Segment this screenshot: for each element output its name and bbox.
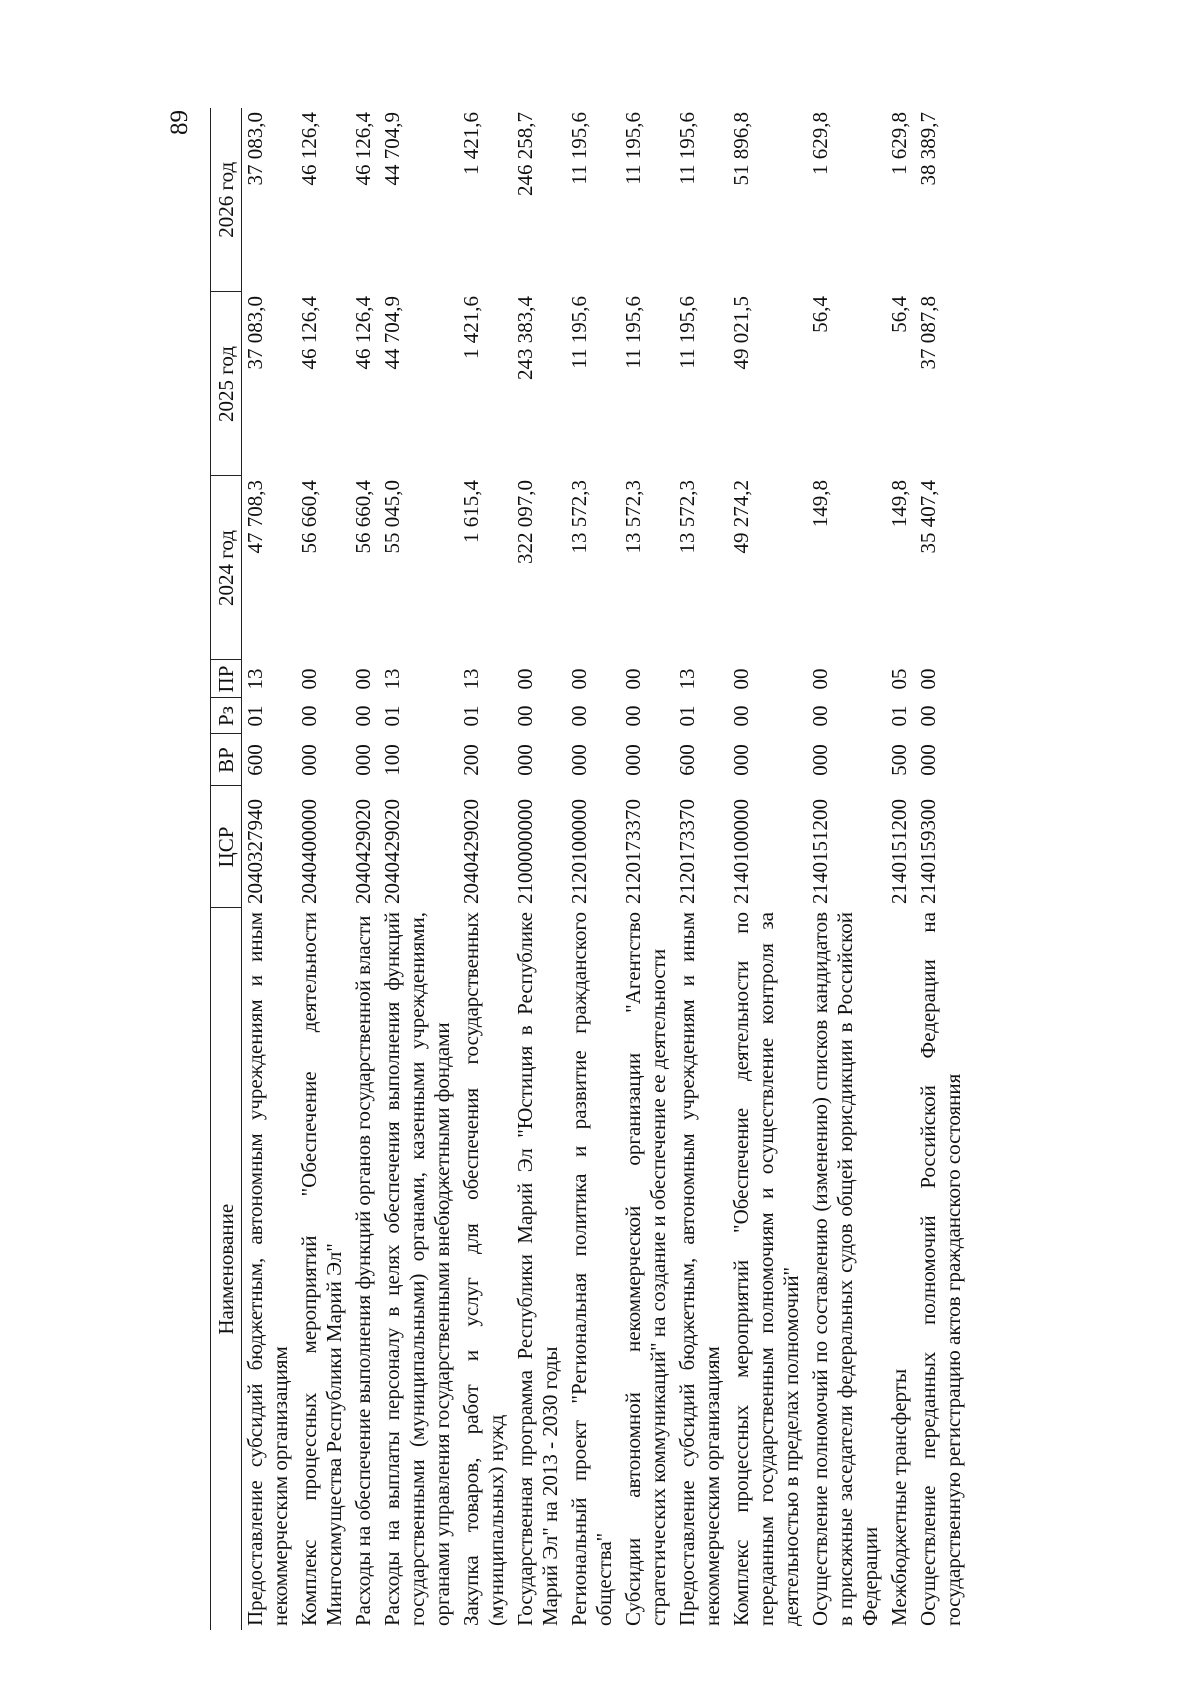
cell-2026: 37 083,0 (243, 112, 267, 186)
cell-name: Субсидии автономной некоммерческой организации "Агентство стратегических коммуникаций" на создание и обеспечение ее деятельности (621, 912, 670, 1626)
cell-csr: 2140151200 (808, 799, 832, 904)
cell-name: Расходы на выплаты персоналу в целях обеспечения выполнения функций государственными (муниципальными) органами, казенными учреждениями, органами управления государственными внебюджетными фондами (380, 912, 454, 1626)
table-row (915, 108, 969, 1630)
cell-vr: 000 (729, 744, 753, 776)
cell-vr: 500 (887, 744, 911, 776)
cell-vr: 000 (621, 744, 645, 776)
cell-rz: 01 (380, 705, 404, 727)
header-2024: 2024 год (211, 476, 242, 660)
cell-csr: 2140151200 (887, 799, 911, 904)
cell-2025: 11 195,6 (567, 296, 591, 369)
cell-name: Осуществление переданных полномочий Российской Федерации на государственную регистрацию актов гражданского состояния (916, 912, 965, 1626)
table-row (458, 108, 512, 1630)
cell-pr: 00 (916, 668, 940, 690)
table-row (674, 108, 728, 1630)
table-header-row (211, 108, 242, 1630)
cell-vr: 000 (351, 744, 375, 776)
cell-2024: 55 045,0 (380, 480, 404, 554)
cell-2024: 13 572,3 (567, 480, 591, 554)
cell-pr: 13 (459, 668, 483, 690)
cell-2025: 49 021,5 (729, 296, 753, 370)
table-row (566, 108, 620, 1630)
cell-name: Комплекс процессных мероприятий "Обеспечение деятельности по переданным государственным полномочиям и осуществление контроля за деятельностью в пределах полномочий" (729, 912, 803, 1626)
cell-rz: 00 (513, 705, 537, 727)
page-number: 89 (166, 110, 193, 135)
header-name: Наименование (211, 908, 242, 1630)
header-csr: ЦСР (211, 786, 242, 908)
header-pr: ПР (211, 660, 242, 698)
cell-pr: 00 (621, 668, 645, 690)
cell-csr: 2040400000 (297, 799, 321, 904)
cell-2025: 46 126,4 (297, 296, 321, 370)
cell-2025: 37 083,0 (243, 296, 267, 370)
cell-rz: 00 (621, 705, 645, 727)
cell-2025: 11 195,6 (621, 296, 645, 369)
table-row (620, 108, 674, 1630)
cell-2024: 322 097,0 (513, 480, 537, 564)
cell-name: Расходы на обеспечение выполнения функций органов государственной власти (351, 915, 375, 1626)
cell-csr: 2120100000 (567, 799, 591, 904)
cell-vr: 600 (243, 744, 267, 776)
table-row (728, 108, 807, 1630)
cell-pr: 00 (513, 668, 537, 690)
cell-rz: 01 (243, 705, 267, 727)
header-2026: 2026 год (211, 108, 242, 292)
cell-pr: 00 (808, 668, 832, 690)
cell-2025: 44 704,9 (380, 296, 404, 370)
cell-rz: 00 (916, 705, 940, 727)
cell-2025: 56,4 (808, 296, 832, 333)
cell-2024: 56 660,4 (351, 480, 375, 554)
header-2025: 2025 год (211, 292, 242, 476)
cell-2026: 11 195,6 (567, 112, 591, 185)
cell-pr: 13 (675, 668, 699, 690)
cell-vr: 600 (675, 744, 699, 776)
table-row (350, 108, 379, 1630)
table-row (379, 108, 458, 1630)
cell-csr: 2120173370 (621, 799, 645, 904)
cell-2024: 13 572,3 (675, 480, 699, 554)
header-rz: Рз (211, 698, 242, 734)
cell-2024: 149,8 (808, 480, 832, 528)
cell-csr: 2140100000 (729, 799, 753, 904)
cell-vr: 000 (808, 744, 832, 776)
cell-rz: 00 (729, 705, 753, 727)
cell-2024: 47 708,3 (243, 480, 267, 554)
table-row (512, 108, 566, 1630)
cell-pr: 00 (567, 668, 591, 690)
cell-vr: 000 (513, 744, 537, 776)
cell-rz: 00 (567, 705, 591, 727)
rotated-content (160, 100, 1000, 1630)
cell-2025: 56,4 (887, 296, 911, 333)
cell-rz: 00 (297, 705, 321, 727)
cell-csr: 2040429020 (351, 799, 375, 904)
cell-csr: 2100000000 (513, 799, 537, 904)
cell-2026: 44 704,9 (380, 112, 404, 186)
table-row (807, 108, 886, 1630)
header-vr: ВР (211, 734, 242, 786)
cell-csr: 2040327940 (243, 799, 267, 904)
cell-2025: 1 421,6 (459, 296, 483, 359)
cell-pr: 05 (887, 668, 911, 690)
cell-name: Предоставление субсидий бюджетным, автономным учреждениям и иным некоммерческим организациям (675, 912, 724, 1626)
cell-pr: 00 (729, 668, 753, 690)
table-row (242, 108, 297, 1630)
cell-2026: 246 258,7 (513, 112, 537, 196)
cell-2026: 46 126,4 (297, 112, 321, 186)
cell-2026: 51 896,8 (729, 112, 753, 186)
cell-name: Закупка товаров, работ и услуг для обеспечения государственных (муниципальных) нужд (459, 912, 508, 1626)
budget-table (210, 108, 969, 1630)
cell-rz: 00 (351, 705, 375, 727)
cell-2025: 11 195,6 (675, 296, 699, 369)
cell-2024: 149,8 (887, 480, 911, 528)
cell-2025: 243 383,4 (513, 296, 537, 380)
cell-pr: 13 (243, 668, 267, 690)
cell-2026: 11 195,6 (621, 112, 645, 185)
cell-2024: 1 615,4 (459, 480, 483, 543)
cell-2026: 11 195,6 (675, 112, 699, 185)
cell-name: Межбюджетные трансферты (887, 1368, 911, 1626)
cell-2024: 35 407,4 (916, 480, 940, 554)
cell-name: Предоставление субсидий бюджетным, автономным учреждениям и иным некоммерческим организациям (243, 912, 292, 1626)
cell-2026: 38 389,7 (916, 112, 940, 186)
cell-pr: 00 (297, 668, 321, 690)
cell-2026: 1 629,8 (887, 112, 911, 175)
cell-rz: 01 (887, 705, 911, 727)
table-body (242, 108, 970, 1630)
cell-csr: 2040429020 (459, 799, 483, 904)
cell-pr: 00 (351, 668, 375, 690)
cell-vr: 000 (916, 744, 940, 776)
cell-2025: 46 126,4 (351, 296, 375, 370)
cell-name: Осуществление полномочий по составлению (изменению) списков кандидатов в присяжные заседатели федеральных судов общей юрисдикции в Российской Федерации (808, 912, 882, 1626)
table-row (296, 108, 350, 1630)
cell-vr: 200 (459, 744, 483, 776)
cell-rz: 01 (459, 705, 483, 727)
cell-2026: 46 126,4 (351, 112, 375, 186)
cell-vr: 000 (567, 744, 591, 776)
cell-2024: 13 572,3 (621, 480, 645, 554)
cell-2024: 49 274,2 (729, 480, 753, 554)
cell-pr: 13 (380, 668, 404, 690)
cell-2026: 1 629,8 (808, 112, 832, 175)
cell-rz: 01 (675, 705, 699, 727)
cell-name: Комплекс процессных мероприятий "Обеспечение деятельности Мингосимущества Республики Марий Эл" (297, 912, 346, 1626)
cell-csr: 2040429020 (380, 799, 404, 904)
cell-name: Государственная программа Республики Марий Эл "Юстиция в Республике Марий Эл" на 2013 - 2030 годы (513, 912, 562, 1626)
cell-vr: 000 (297, 744, 321, 776)
cell-name: Региональный проект "Региональная политика и развитие гражданского общества" (567, 912, 616, 1626)
cell-2026: 1 421,6 (459, 112, 483, 175)
cell-csr: 2140159300 (916, 799, 940, 904)
cell-rz: 00 (808, 705, 832, 727)
cell-csr: 2120173370 (675, 799, 699, 904)
cell-2025: 37 087,8 (916, 296, 940, 370)
cell-vr: 100 (380, 744, 404, 776)
table-row (886, 108, 915, 1630)
cell-2024: 56 660,4 (297, 480, 321, 554)
